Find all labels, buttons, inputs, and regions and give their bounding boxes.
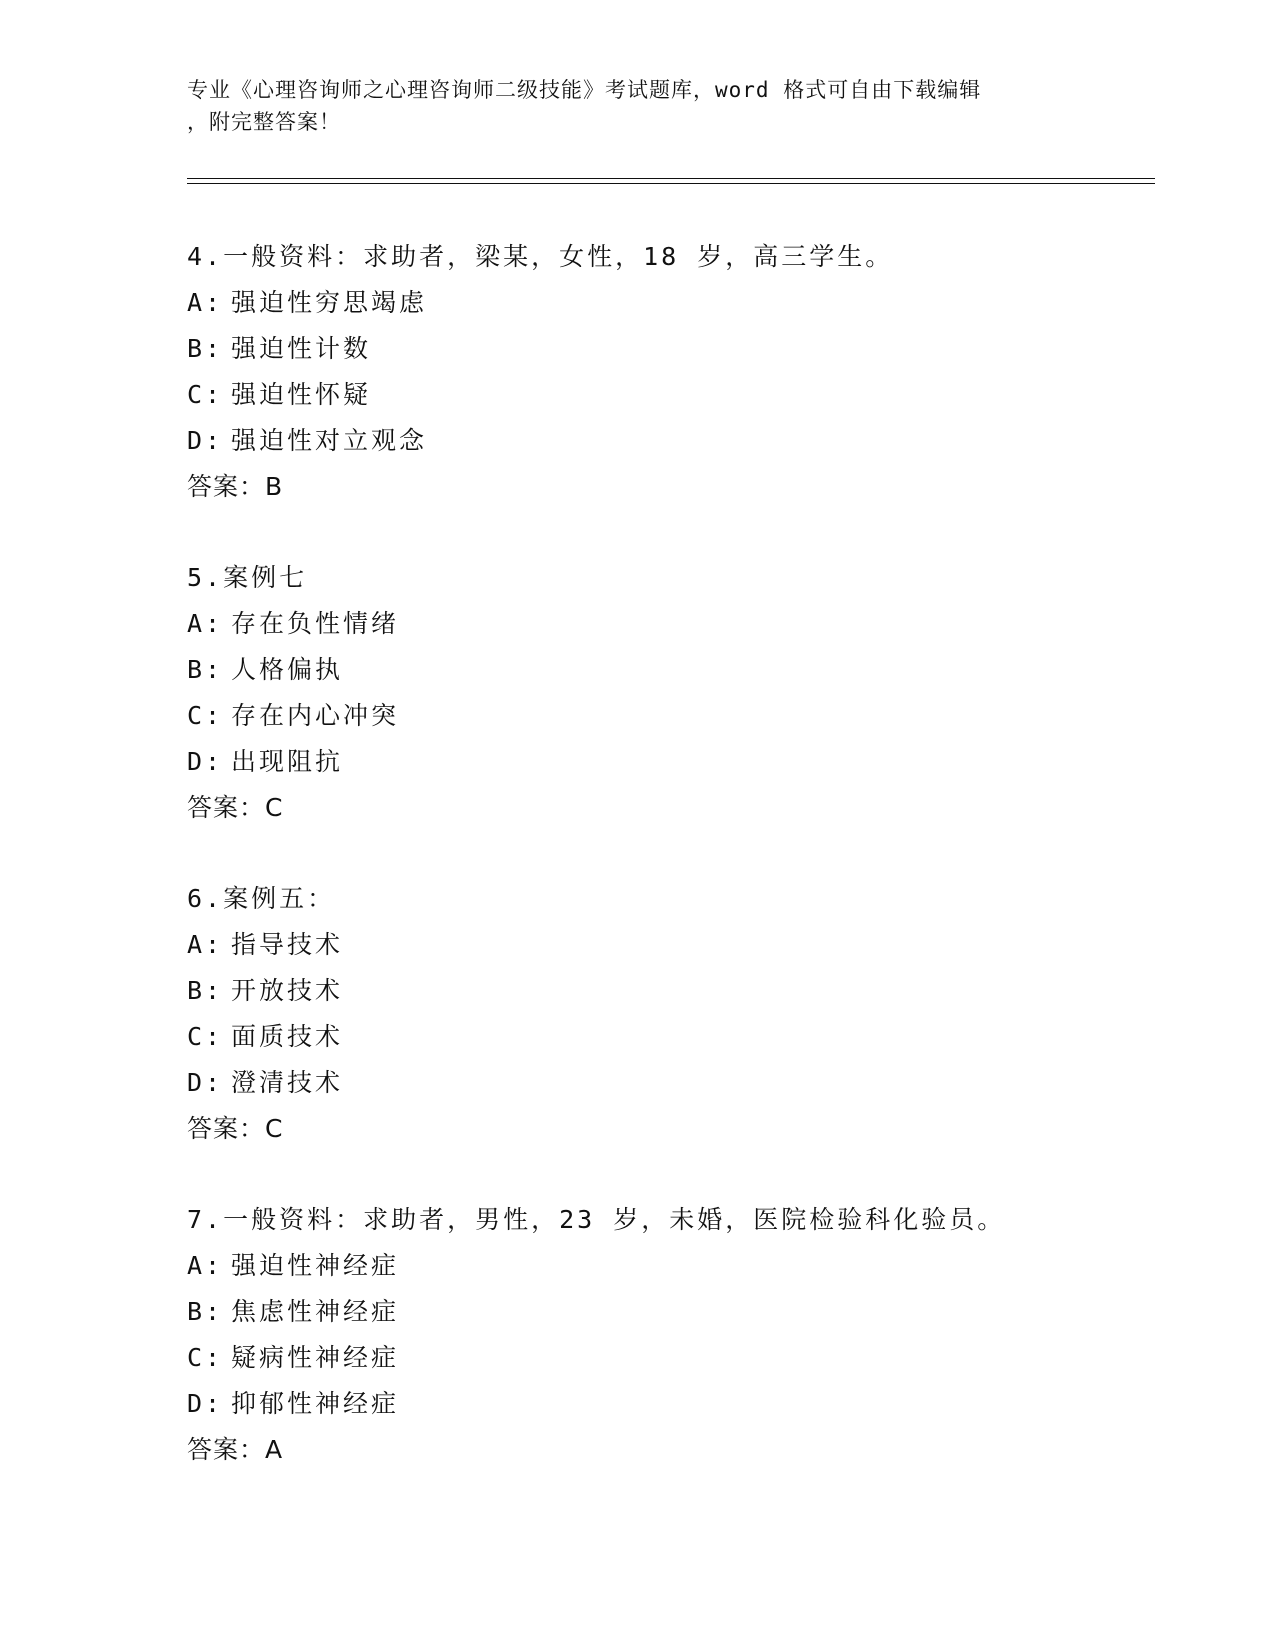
option-letter: D:	[187, 1068, 224, 1097]
option-a	[187, 280, 1187, 326]
option-d	[187, 739, 1187, 785]
question-6	[187, 876, 1187, 1152]
option-letter: A:	[187, 288, 224, 317]
option-a	[187, 601, 1187, 647]
option-text: 指导技术	[231, 930, 344, 959]
header-divider-top	[187, 178, 1155, 179]
option-text: 澄清技术	[231, 1068, 344, 1097]
option-letter: C:	[187, 380, 224, 409]
option-letter: C:	[187, 701, 224, 730]
header-divider-bottom	[187, 183, 1155, 184]
option-letter: B:	[187, 655, 224, 684]
question-title: 4.一般资料：求助者，梁某，女性，18 岁，高三学生。	[187, 242, 894, 271]
option-b	[187, 647, 1187, 693]
option-letter: A:	[187, 930, 224, 959]
option-letter: C:	[187, 1343, 224, 1372]
question-7	[187, 1197, 1187, 1473]
answer-line: 答案：A	[187, 1435, 284, 1464]
option-text: 人格偏执	[231, 655, 344, 684]
header-line-2: ，附完整答案！	[187, 110, 341, 134]
option-c	[187, 372, 1187, 418]
option-text: 强迫性怀疑	[231, 380, 372, 409]
option-text: 抑郁性神经症	[231, 1389, 400, 1418]
option-text: 强迫性穷思竭虑	[231, 288, 428, 317]
option-a	[187, 922, 1187, 968]
header-line-1: 专业《心理咨询师之心理咨询师二级技能》考试题库，word 格式可自由下载编辑	[187, 78, 982, 102]
option-text: 出现阻抗	[231, 747, 344, 776]
option-b	[187, 1289, 1187, 1335]
option-letter: B:	[187, 334, 224, 363]
option-letter: A:	[187, 609, 224, 638]
question-title: 6.案例五：	[187, 884, 336, 913]
option-c	[187, 1014, 1187, 1060]
option-a	[187, 1243, 1187, 1289]
option-text: 存在负性情绪	[231, 609, 400, 638]
option-text: 强迫性对立观念	[231, 426, 428, 455]
option-text: 开放技术	[231, 976, 344, 1005]
answer-line: 答案：C	[187, 793, 284, 822]
answer-line: 答案：C	[187, 1114, 284, 1143]
option-text: 面质技术	[231, 1022, 344, 1051]
question-5	[187, 555, 1187, 831]
option-c	[187, 693, 1187, 739]
question-title: 7.一般资料：求助者，男性，23 岁，未婚，医院检验科化验员。	[187, 1205, 1006, 1234]
option-letter: B:	[187, 976, 224, 1005]
option-letter: A:	[187, 1251, 224, 1280]
option-letter: C:	[187, 1022, 224, 1051]
option-text: 焦虑性神经症	[231, 1297, 400, 1326]
question-4	[187, 234, 1187, 510]
question-title: 5.案例七	[187, 563, 308, 592]
option-letter: D:	[187, 747, 224, 776]
option-b	[187, 968, 1187, 1014]
option-letter: D:	[187, 1389, 224, 1418]
option-letter: D:	[187, 426, 224, 455]
option-text: 强迫性计数	[231, 334, 372, 363]
document-header	[187, 74, 1087, 138]
option-text: 强迫性神经症	[231, 1251, 400, 1280]
option-d	[187, 418, 1187, 464]
option-d	[187, 1381, 1187, 1427]
answer-line: 答案：B	[187, 472, 284, 501]
option-d	[187, 1060, 1187, 1106]
option-letter: B:	[187, 1297, 224, 1326]
option-text: 疑病性神经症	[231, 1343, 400, 1372]
option-text: 存在内心冲突	[231, 701, 400, 730]
option-b	[187, 326, 1187, 372]
option-c	[187, 1335, 1187, 1381]
